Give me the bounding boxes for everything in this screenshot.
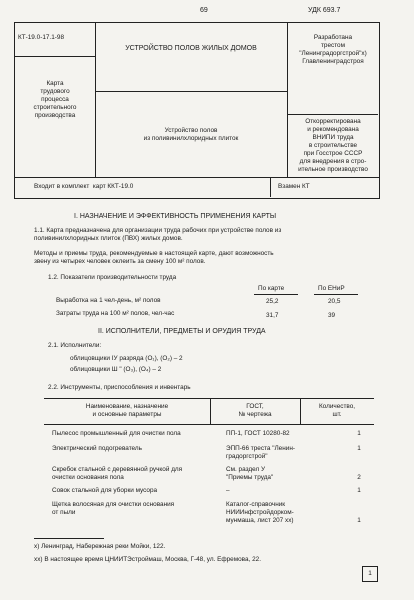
productivity-value-card: 25,2 [266,298,279,305]
col-by-card: По карте [258,285,285,292]
productivity-row-label: Выработка на 1 чел-день, м² полов [56,297,161,304]
page-number: 69 [200,7,208,14]
productivity-row-label: Затраты труда на 100 м² полов, чел-час [56,310,175,317]
card-label: Карта трудового процесса строительного производства [33,80,77,119]
udk-code: УДК 693.7 [308,7,341,14]
productivity-caption: 1.2. Показатели производительности труда [48,274,177,281]
section1-heading: I. НАЗНАЧЕНИЕ И ЭФФЕКТИВНОСТЬ ПРИМЕНЕНИЯ КАРТЫ [74,213,277,220]
developer-block: Разработана трестом "Ленинградоргстрой"x) Главленинградстроя [299,34,367,65]
card-code: КТ-19.0-17.1-98 [18,34,64,41]
table-header-gost: ГОСТ, № чертежа [238,403,272,418]
included-in-set: Входит в комплект карт ККТ-19.0 [34,183,134,190]
performers-caption: 2.1. Исполнители: [48,342,102,349]
document-title: УСТРОЙСТВО ПОЛОВ ЖИЛЫХ ДОМОВ [125,45,257,52]
tools-caption: 2.2. Инструменты, приспособления и инвентарь [48,384,191,391]
productivity-value-enir: 39 [328,312,336,319]
table-header-qty: Количество, шт. [318,403,356,418]
col-by-enir: По ЕНиР [318,285,345,292]
section1-paragraph: 1.1. Карта предназначена для организации труда рабочих при устройстве полов из поливинилхлоридных плиток (ПВХ) жилых домов. [34,227,282,242]
page-box: 1 [362,566,378,582]
card-subject: Устройство полов из поливинилхлоридных плиток [143,127,239,142]
revision-note: Откорректирована и рекомендована ВНИПИ труда в строительстве при Госстрое СССР для внедрения в стро- ительное производство [298,118,368,173]
worker-line: облицовщики Ш " (О₃), (О₄) – 2 [70,366,162,373]
worker-line: облицовщики IУ разряда (О₁), (О₂) – 2 [70,355,183,362]
table-header-name: Наименование, назначение и основные параметры [85,403,169,418]
productivity-value-card: 31,7 [266,312,279,319]
footnote: xx) В настоящее время ЦНИИТЭстроймаш, Москва, Г-48, ул. Ефремова, 22. [34,556,261,563]
productivity-value-enir: 20,5 [328,298,341,305]
replaces-note: Взамен КТ [278,183,310,190]
section2-heading: II. ИСПОЛНИТЕЛИ, ПРЕДМЕТЫ И ОРУДИЯ ТРУДА [98,328,266,335]
footnote: x) Ленинград, Набережная реки Мойки, 122. [34,543,166,550]
section1-paragraph: Методы и приемы труда, рекомендуемые в настоящей карте, дают возможность звену из четырех человек оклеить за смену 100 м² полов. [34,250,274,265]
